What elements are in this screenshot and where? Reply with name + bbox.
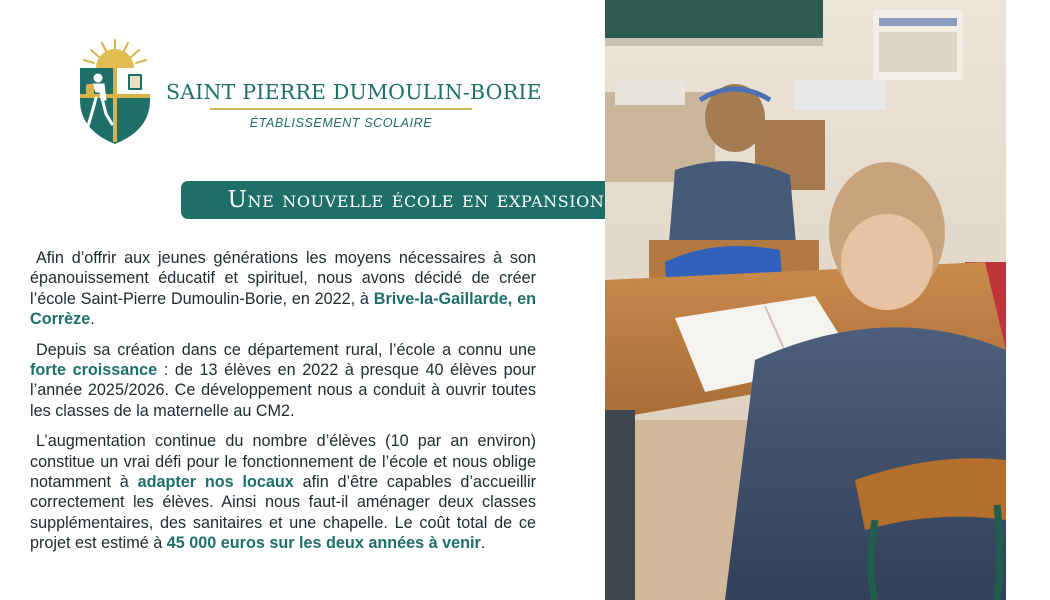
text: L’augmentation continue du nombre d’élèves (10 par an environ) constitue un vrai défi pour le fonctionnement de l’école et nous oblige notamment à (30, 432, 536, 492)
school-name: SAINT PIERRE DUMOULIN-BORIE (166, 80, 542, 104)
section-title: Une nouvelle école en expansion (227, 187, 605, 213)
body-text (30, 248, 536, 564)
divider (210, 108, 472, 110)
highlight: adapter nos locaux (137, 473, 294, 492)
paragraph-3 (30, 431, 536, 553)
highlight: Brive-la-Gaillarde, en Corrèze (30, 289, 536, 329)
crest-icon (76, 38, 154, 146)
text: Depuis sa création dans ce département rural, l’école a connu une (36, 340, 536, 359)
text: : de 13 élèves en 2022 à presque 40 élèves pour l’année 2025/2026. Ce développement nous a conduit à ouvrir toutes les classes de la maternelle au CM2. (30, 361, 536, 420)
text: Afin d’offrir aux jeunes générations les moyens nécessaires à son épanouissement éducatif et spirituel, nous avons décidé de créer l’école Saint-Pierre Dumoulin-Borie, en 2022, à (30, 249, 536, 308)
classroom-photo (605, 0, 1006, 600)
photo-illustration (605, 0, 1006, 600)
paragraph-1 (30, 248, 536, 330)
text: . (480, 534, 486, 553)
section-banner (181, 181, 651, 219)
school-crest-logo (76, 38, 154, 146)
paragraph-2 (30, 340, 536, 422)
school-subtitle: ÉTABLISSEMENT SCOLAIRE (249, 116, 433, 130)
highlight: 45 000 euros sur les deux années à venir (166, 534, 481, 553)
text: . (90, 310, 95, 329)
highlight: forte croissance (30, 361, 158, 380)
text: afin d’être capables d’accueillir correctement les élèves. Ainsi nous faut-il aménager deux classes supplémentaires, des sanitaires et une chapelle. Le coût total de ce projet est estimé à (30, 473, 536, 553)
